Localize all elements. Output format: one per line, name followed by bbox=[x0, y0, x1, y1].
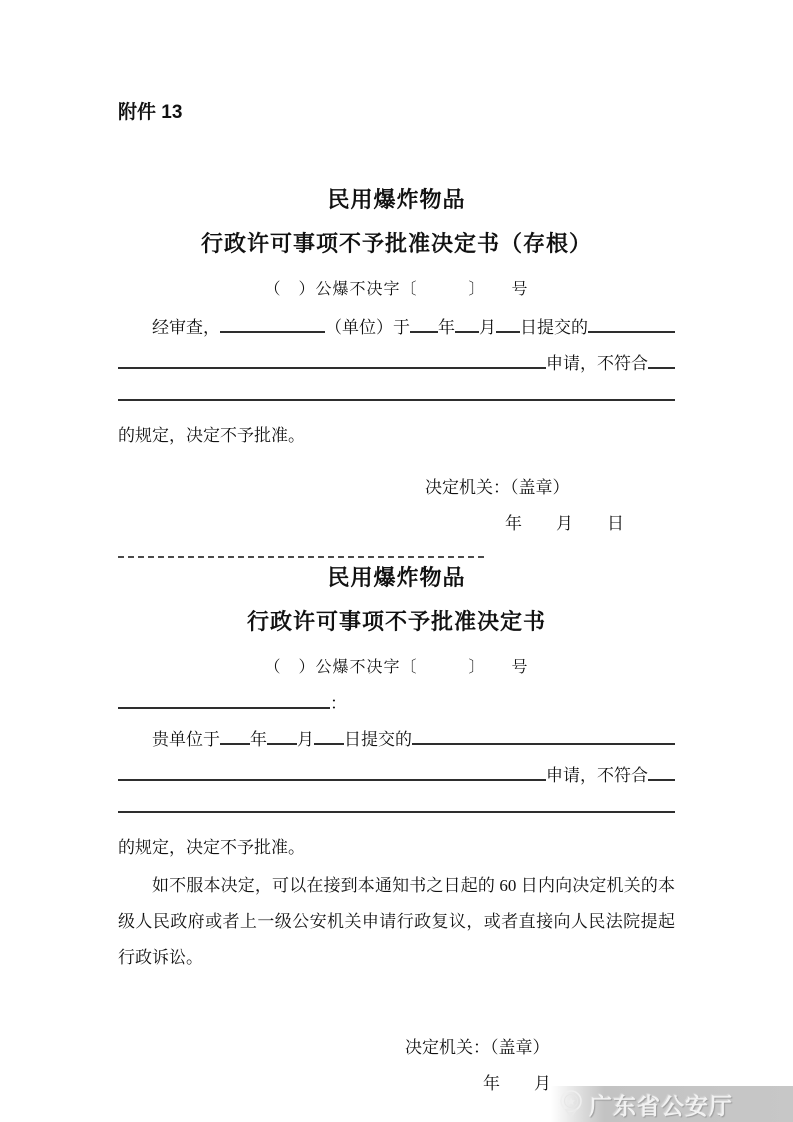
blank-field-year bbox=[220, 726, 250, 745]
blank-field-application-start bbox=[588, 314, 675, 333]
blank-field-day bbox=[496, 314, 520, 333]
blank-field-application-cont bbox=[118, 350, 546, 369]
police-badge-icon bbox=[557, 1089, 585, 1119]
blank-field-regulation-start bbox=[648, 350, 675, 369]
addressee-colon: ： bbox=[330, 694, 347, 713]
notice-seg-month: 月 bbox=[297, 730, 314, 749]
notice-seg-day-submitted: 日提交的 bbox=[344, 730, 412, 749]
stub-body bbox=[118, 310, 675, 454]
stub-body-line-3 bbox=[118, 382, 675, 418]
stub-seg-month: 月 bbox=[479, 318, 496, 337]
stub-authority-line: 决定机关：（盖章） bbox=[425, 478, 570, 497]
footer-agency-label: 广东省公安厅 bbox=[589, 1092, 733, 1119]
blank-field-regulation-cont bbox=[118, 794, 675, 813]
notice-body-line-4 bbox=[118, 830, 675, 866]
notice-title-line2: 行政许可事项不予批准决定书 bbox=[246, 609, 546, 634]
notice-doc-number: （ ）公爆不决字〔 〕 号 bbox=[264, 659, 529, 676]
stub-seg-application: 申请，不符合 bbox=[546, 354, 648, 373]
blank-field-regulation-cont bbox=[118, 382, 675, 401]
stub-seg-unit: （单位）于 bbox=[325, 318, 410, 337]
stub-seg-review: 经审查， bbox=[152, 318, 220, 337]
footer-watermark bbox=[551, 1086, 793, 1122]
notice-title-line1: 民用爆炸物品 bbox=[327, 565, 466, 590]
stub-seg-regulation: 的规定，决定不予批准。 bbox=[118, 426, 305, 445]
notice-body-line-2 bbox=[118, 758, 675, 794]
notice-body-line-3 bbox=[118, 794, 675, 830]
notice-seg-unit-submitted: 贵单位于 bbox=[152, 730, 220, 749]
notice-body bbox=[118, 722, 675, 976]
addressee-line bbox=[118, 686, 675, 722]
stub-section bbox=[118, 186, 675, 542]
stub-body-line-4 bbox=[118, 418, 675, 454]
stub-title-line2: 行政许可事项不予批准决定书（存根） bbox=[200, 231, 592, 256]
notice-body-line-1 bbox=[118, 722, 675, 758]
appeal-paragraph: 如不服本决定，可以在接到本通知书之日起的 60 日内向决定机关的本级人民政府或者上一级公安机关申请行政复议，或者直接向人民法院提起行政诉讼。 bbox=[118, 876, 675, 967]
stub-body-line-1 bbox=[118, 310, 675, 346]
notice-authority-line: 决定机关：（盖章） bbox=[405, 1038, 550, 1057]
blank-field-regulation-start bbox=[648, 762, 675, 781]
blank-field-year bbox=[410, 314, 438, 333]
stub-date-line: 年 月 日 bbox=[505, 514, 624, 533]
notice-section bbox=[118, 564, 675, 1102]
stub-doc-number: （ ）公爆不决字〔 〕 号 bbox=[264, 281, 529, 298]
stub-title-line1: 民用爆炸物品 bbox=[327, 187, 466, 212]
blank-field-day bbox=[314, 726, 344, 745]
stub-seg-day-submitted: 日提交的 bbox=[520, 318, 588, 337]
blank-field-unit-name bbox=[220, 314, 325, 333]
blank-field-application-cont bbox=[118, 762, 546, 781]
blank-field-application-start bbox=[412, 726, 675, 745]
notice-seg-year: 年 bbox=[250, 730, 267, 749]
blank-field-month bbox=[267, 726, 297, 745]
blank-field-addressee bbox=[118, 690, 330, 709]
cut-line-divider bbox=[118, 556, 484, 558]
notice-date-line: 年 月 bbox=[483, 1074, 551, 1093]
stub-seg-year: 年 bbox=[438, 318, 455, 337]
blank-field-month bbox=[455, 314, 479, 333]
stub-body-line-2 bbox=[118, 346, 675, 382]
notice-seg-application: 申请，不符合 bbox=[546, 766, 648, 785]
attachment-label: 附件 13 bbox=[118, 102, 183, 123]
notice-seg-regulation: 的规定，决定不予批准。 bbox=[118, 838, 305, 857]
